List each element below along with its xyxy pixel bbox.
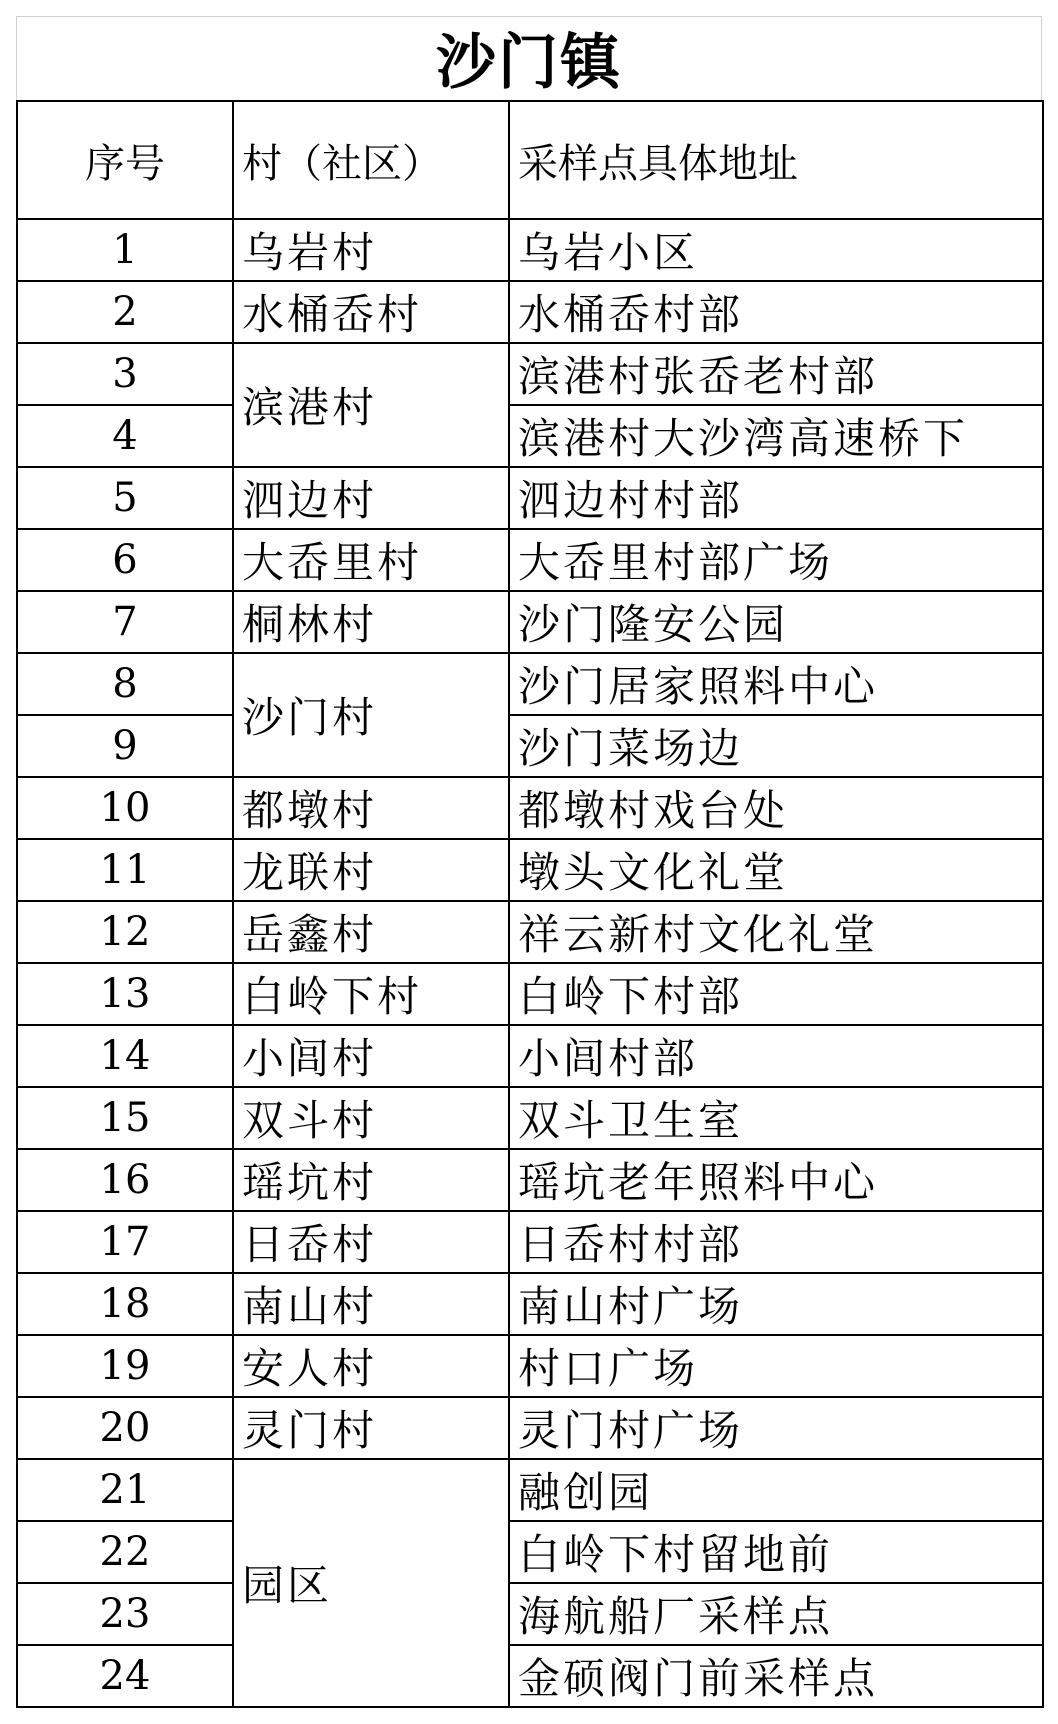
table-row — [17, 653, 1043, 715]
sampling-points-table — [16, 100, 1044, 1708]
village-cell: 园区 — [233, 1459, 509, 1707]
address-cell: 沙门隆安公园 — [509, 591, 1043, 653]
row-number: 2 — [17, 281, 233, 343]
table-row — [17, 963, 1043, 1025]
address-cell: 都墩村戏台处 — [509, 777, 1043, 839]
village-cell: 大岙里村 — [233, 529, 509, 591]
row-number: 12 — [17, 901, 233, 963]
table-row — [17, 281, 1043, 343]
table-row — [17, 405, 1043, 467]
address-cell: 小闾村部 — [509, 1025, 1043, 1087]
address-cell: 日岙村村部 — [509, 1211, 1043, 1273]
village-cell: 泗边村 — [233, 467, 509, 529]
table-row — [17, 1459, 1043, 1521]
village-cell: 南山村 — [233, 1273, 509, 1335]
header-index: 序号 — [17, 101, 233, 219]
row-number: 24 — [17, 1645, 233, 1707]
address-cell: 村口广场 — [509, 1335, 1043, 1397]
row-number: 4 — [17, 405, 233, 467]
address-cell: 乌岩小区 — [509, 219, 1043, 281]
address-cell: 金硕阀门前采样点 — [509, 1645, 1043, 1707]
table-row — [17, 219, 1043, 281]
address-cell: 滨港村大沙湾高速桥下 — [509, 405, 1043, 467]
row-number: 3 — [17, 343, 233, 405]
address-cell: 墩头文化礼堂 — [509, 839, 1043, 901]
address-cell: 双斗卫生室 — [509, 1087, 1043, 1149]
table-header-row — [17, 101, 1043, 219]
row-number: 22 — [17, 1521, 233, 1583]
table-row — [17, 901, 1043, 963]
row-number: 7 — [17, 591, 233, 653]
page-title: 沙门镇 — [436, 28, 622, 98]
address-cell: 泗边村村部 — [509, 467, 1043, 529]
table-row — [17, 777, 1043, 839]
address-cell: 祥云新村文化礼堂 — [509, 901, 1043, 963]
table-row — [17, 1583, 1043, 1645]
row-number: 11 — [17, 839, 233, 901]
village-cell: 白岭下村 — [233, 963, 509, 1025]
row-number: 10 — [17, 777, 233, 839]
village-cell: 乌岩村 — [233, 219, 509, 281]
row-number: 13 — [17, 963, 233, 1025]
address-cell: 白岭下村部 — [509, 963, 1043, 1025]
row-number: 6 — [17, 529, 233, 591]
address-cell: 大岙里村部广场 — [509, 529, 1043, 591]
table-row — [17, 467, 1043, 529]
address-cell: 水桶岙村部 — [509, 281, 1043, 343]
row-number: 19 — [17, 1335, 233, 1397]
table-row — [17, 343, 1043, 405]
row-number: 21 — [17, 1459, 233, 1521]
village-cell: 小闾村 — [233, 1025, 509, 1087]
village-cell: 水桶岙村 — [233, 281, 509, 343]
row-number: 16 — [17, 1149, 233, 1211]
village-cell: 瑶坑村 — [233, 1149, 509, 1211]
table-row — [17, 1521, 1043, 1583]
village-cell: 龙联村 — [233, 839, 509, 901]
row-number: 9 — [17, 715, 233, 777]
village-cell: 安人村 — [233, 1335, 509, 1397]
address-cell: 瑶坑老年照料中心 — [509, 1149, 1043, 1211]
address-cell: 沙门居家照料中心 — [509, 653, 1043, 715]
village-cell: 岳鑫村 — [233, 901, 509, 963]
village-cell: 灵门村 — [233, 1397, 509, 1459]
village-cell: 沙门村 — [233, 653, 509, 777]
row-number: 18 — [17, 1273, 233, 1335]
table-row — [17, 1087, 1043, 1149]
table-row — [17, 1211, 1043, 1273]
address-cell: 融创园 — [509, 1459, 1043, 1521]
address-cell: 白岭下村留地前 — [509, 1521, 1043, 1583]
table-row — [17, 1335, 1043, 1397]
table-row — [17, 1149, 1043, 1211]
address-cell: 海航船厂采样点 — [509, 1583, 1043, 1645]
village-cell: 滨港村 — [233, 343, 509, 467]
table-row — [17, 591, 1043, 653]
village-cell: 双斗村 — [233, 1087, 509, 1149]
row-number: 15 — [17, 1087, 233, 1149]
table-row — [17, 1645, 1043, 1707]
village-cell: 桐林村 — [233, 591, 509, 653]
row-number: 20 — [17, 1397, 233, 1459]
row-number: 1 — [17, 219, 233, 281]
row-number: 14 — [17, 1025, 233, 1087]
address-cell: 南山村广场 — [509, 1273, 1043, 1335]
row-number: 17 — [17, 1211, 233, 1273]
address-cell: 灵门村广场 — [509, 1397, 1043, 1459]
table-row — [17, 1025, 1043, 1087]
address-cell: 滨港村张岙老村部 — [509, 343, 1043, 405]
table-row — [17, 839, 1043, 901]
header-address: 采样点具体地址 — [509, 101, 1043, 219]
address-cell: 沙门菜场边 — [509, 715, 1043, 777]
table-row — [17, 1273, 1043, 1335]
village-cell: 都墩村 — [233, 777, 509, 839]
row-number: 23 — [17, 1583, 233, 1645]
village-cell: 日岙村 — [233, 1211, 509, 1273]
table-row — [17, 529, 1043, 591]
row-number: 5 — [17, 467, 233, 529]
row-number: 8 — [17, 653, 233, 715]
header-village: 村（社区） — [233, 101, 509, 219]
table-row — [17, 715, 1043, 777]
table-row — [17, 1397, 1043, 1459]
